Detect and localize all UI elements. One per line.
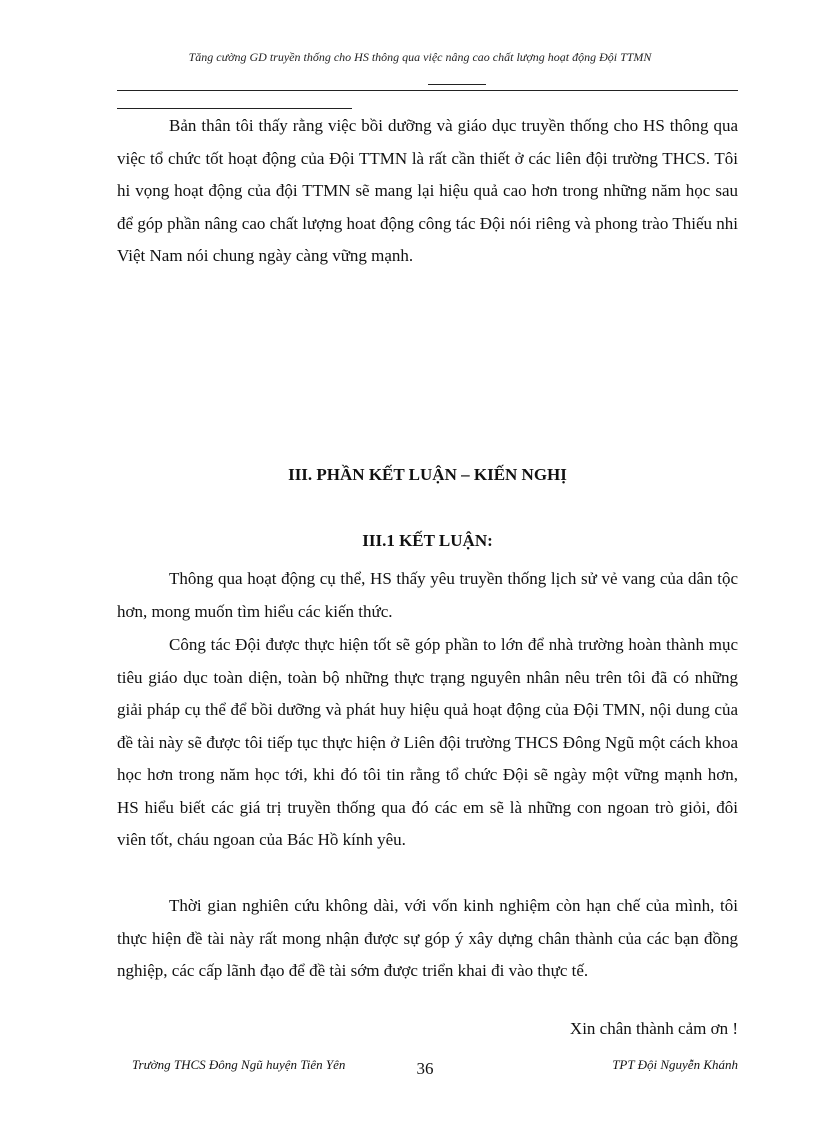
conclusion-paragraph-1: Thông qua hoạt động cụ thể, HS thấy yêu truyền thống lịch sử vẻ vang của dân tộc hơn, mong muốn tìm hiểu các kiến thức.: [117, 569, 738, 621]
footer-school: Trường THCS Đông Ngũ huyện Tiên Yên: [132, 1057, 346, 1072]
header-underline-fragment: [117, 108, 352, 109]
conclusion-paragraph-3: Thời gian nghiên cứu không dài, với vốn kinh nghiệm còn hạn chế của mình, tôi thực hiện đề tài này rất mong nhận được sự góp ý xây dựng chân thành của các bạn đồng nghiệp, các cấp lãnh đạo để đề tài sớm được triển khai đi vào thực tế.: [117, 896, 738, 980]
signoff: Xin chân thành cảm ơn !: [569, 1019, 738, 1038]
header-rule: [117, 90, 738, 91]
intro-paragraph: Bản thân tôi thấy rằng việc bồi dưỡng và giáo dục truyền thống cho HS thông qua việc tổ chức tốt hoạt động của Đội TTMN là rất cần thiết ở các liên đội trường THCS. Tôi hi vọng hoạt động của đội TTMN sẽ mang lại hiệu quả cao hơn trong những năm học sau để góp phần nâng cao chất lượng hoat động công tác Đội nói riêng và phong trào Thiếu nhi Việt Nam nói chung ngày càng vững mạnh.: [117, 116, 738, 265]
footer-author: TPT Đội Nguyễn Khánh: [612, 1057, 738, 1072]
header-short-rule: [428, 84, 486, 85]
page-number: 36: [416, 1059, 434, 1078]
section-heading: III. PHẦN KẾT LUẬN – KIẾN NGHỊ: [288, 465, 567, 484]
header-title: Tăng cường GD truyền thống cho HS thông qua việc nâng cao chất lượng hoạt động Đội TTMN: [188, 50, 652, 64]
subsection-heading: III.1 KẾT LUẬN:: [362, 531, 493, 550]
conclusion-paragraph-2: Công tác Đội được thực hiện tốt sẽ góp phần to lớn để nhà trường hoàn thành mục tiêu giáo dục toàn diện, toàn bộ những thực trạng nguyên nhân nêu trên tôi đã có những giải pháp cụ thể để bồi dưỡng và phát huy hiệu quả hoạt động của Đội TMN, nội dung của đề tài này sẽ được tôi tiếp tục thực hiện ở Liên đội trường THCS Đông Ngũ một cách khoa học hơn trong năm học tới, khi đó tôi tin rằng tổ chức Đội sẽ ngày một vững mạnh hơn, HS hiểu biết các giá trị truyền thống qua đó các em sẽ là những con ngoan trò giỏi, đôi viên tốt, cháu ngoan của Bác Hồ kính yêu.: [117, 635, 738, 849]
